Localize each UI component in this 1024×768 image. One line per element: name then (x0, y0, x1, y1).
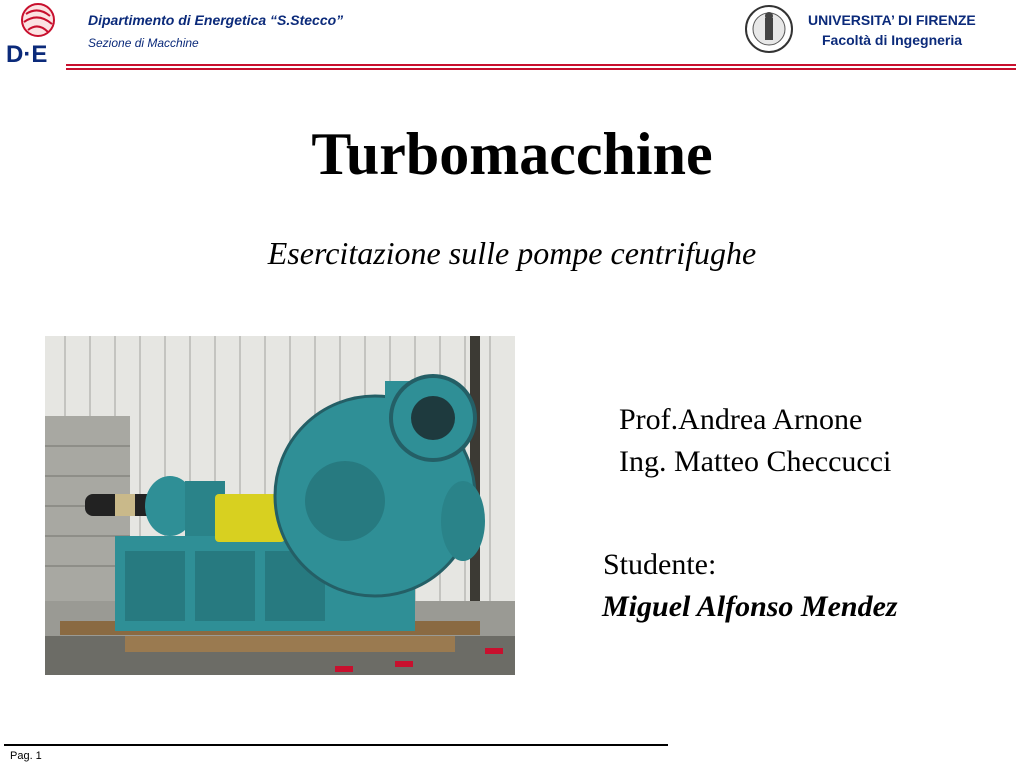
university-seal-icon (744, 4, 794, 54)
footer-rule (4, 744, 668, 746)
logo-lettering: D·E (6, 41, 48, 66)
department-section: Sezione di Macchine (88, 36, 199, 50)
header-rule-bottom (66, 68, 1016, 70)
header-rule-top (66, 64, 1016, 66)
engineer-name: Ing. Matteo Checcucci (619, 445, 892, 478)
slide-title: Turbomacchine (311, 121, 713, 187)
university-name: UNIVERSITA’ DI FIRENZE (808, 12, 976, 28)
student-name: Miguel Alfonso Mendez (602, 590, 898, 623)
slide-subtitle: Esercitazione sulle pompe centrifughe (267, 235, 757, 271)
student-label: Studente: (603, 548, 717, 581)
page-number: Pag. 1 (10, 750, 42, 762)
pump-photo (45, 336, 515, 675)
professor-name: Prof.Andrea Arnone (619, 403, 863, 436)
department-name: Dipartimento di Energetica “S.Stecco” (88, 12, 344, 28)
department-logo (4, 2, 66, 66)
faculty-name: Facoltà di Ingegneria (822, 32, 963, 48)
